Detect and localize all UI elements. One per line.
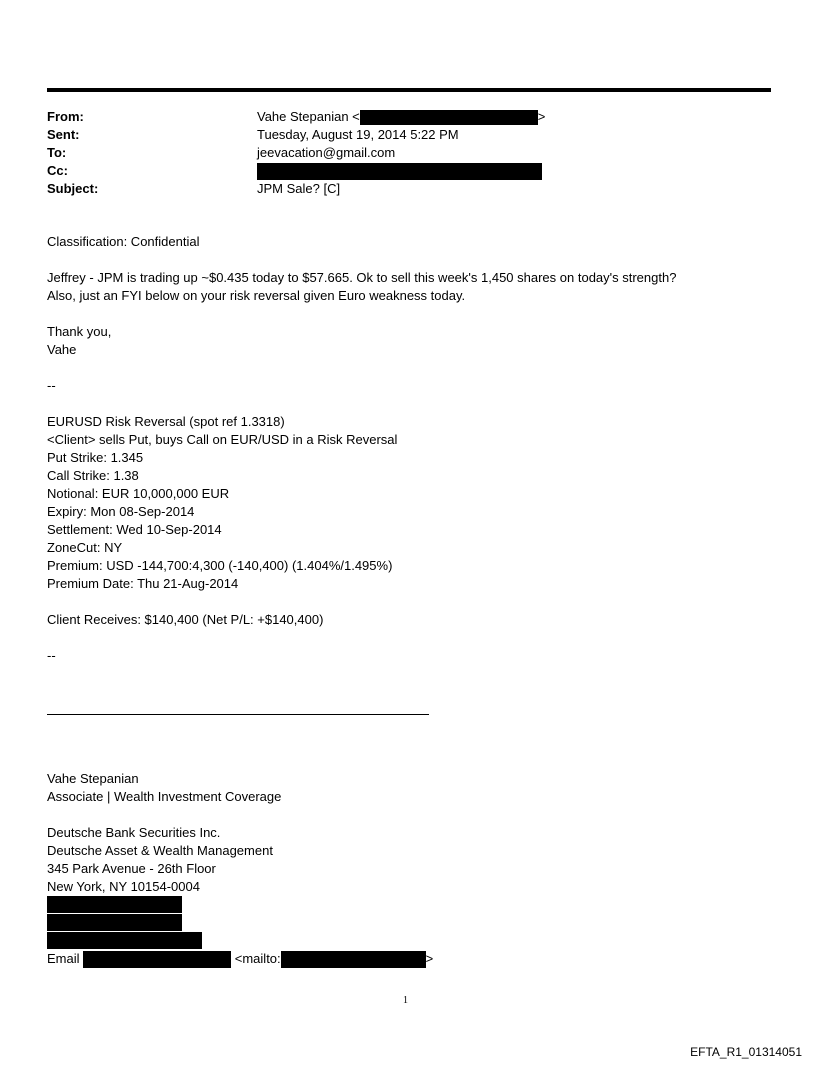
redaction-bar	[281, 951, 426, 968]
redaction-bar	[83, 951, 231, 968]
from-name: Vahe Stepanian <	[257, 109, 360, 124]
client-receives: Client Receives: $140,400 (Net P/L: +$140,400)	[47, 612, 324, 627]
from-close: >	[537, 109, 546, 124]
email-body	[47, 233, 767, 665]
risk-reversal-description: <Client> sells Put, buys Call on EUR/USD in a Risk Reversal	[47, 432, 398, 447]
separator-text: --	[47, 378, 56, 393]
redaction-bar	[257, 163, 542, 180]
subject-value: JPM Sale? [C]	[257, 181, 341, 196]
to-label: To:	[47, 145, 67, 160]
signature-name: Vahe Stepanian	[47, 771, 139, 786]
subject-label: Subject:	[47, 181, 99, 196]
zonecut: ZoneCut: NY	[47, 540, 123, 555]
company-division: Deutsche Asset & Wealth Management	[47, 843, 273, 858]
cc-label: Cc:	[47, 163, 68, 178]
sent-label: Sent:	[47, 127, 80, 142]
premium-date: Premium Date: Thu 21-Aug-2014	[47, 576, 239, 591]
redaction-bar	[47, 932, 202, 949]
redaction-bar	[47, 896, 182, 913]
from-label: From:	[47, 109, 84, 124]
redaction-bar	[360, 110, 538, 125]
from-row	[47, 108, 747, 126]
cc-value	[257, 162, 542, 180]
notional: Notional: EUR 10,000,000 EUR	[47, 486, 230, 501]
email-label: Email	[47, 951, 80, 966]
mailto-open: <mailto:	[234, 951, 281, 966]
subject-row	[47, 180, 747, 198]
put-strike: Put Strike: 1.345	[47, 450, 144, 465]
call-strike: Call Strike: 1.38	[47, 468, 139, 483]
to-row	[47, 144, 747, 162]
premium: Premium: USD -144,700:4,300 (-140,400) (1.404%/1.495%)	[47, 558, 393, 573]
page-number: 1	[403, 995, 408, 1006]
address-line: 345 Park Avenue - 26th Floor	[47, 861, 216, 876]
body-paragraph-line: Also, just an FYI below on your risk reversal given Euro weakness today.	[47, 288, 466, 303]
signature-title: Associate | Wealth Investment Coverage	[47, 789, 282, 804]
risk-reversal-title: EURUSD Risk Reversal (spot ref 1.3318)	[47, 414, 285, 429]
classification-line: Classification: Confidential	[47, 234, 200, 249]
sent-value: Tuesday, August 19, 2014 5:22 PM	[257, 127, 459, 142]
sender-first-name: Vahe	[47, 342, 77, 357]
expiry: Expiry: Mon 08-Sep-2014	[47, 504, 195, 519]
to-value: jeevacation@gmail.com	[257, 145, 396, 160]
company-name: Deutsche Bank Securities Inc.	[47, 825, 221, 840]
closing-line: Thank you,	[47, 324, 112, 339]
from-value	[257, 108, 545, 126]
header-rule	[47, 88, 771, 92]
settlement: Settlement: Wed 10-Sep-2014	[47, 522, 222, 537]
redaction-bar	[47, 914, 182, 931]
sent-row	[47, 126, 747, 144]
email-line	[47, 950, 547, 968]
cc-row	[47, 162, 747, 180]
body-paragraph-line: Jeffrey - JPM is trading up ~$0.435 today to $57.665. Ok to sell this week's 1,450 shares on today's strength?	[47, 270, 677, 285]
email-header	[47, 108, 747, 198]
signature-rule	[47, 714, 429, 715]
mailto-close: >	[425, 951, 434, 966]
signature-block	[47, 770, 547, 896]
separator-text: --	[47, 648, 56, 663]
document-id: EFTA_R1_01314051	[690, 1045, 802, 1059]
address-line: New York, NY 10154-0004	[47, 879, 200, 894]
